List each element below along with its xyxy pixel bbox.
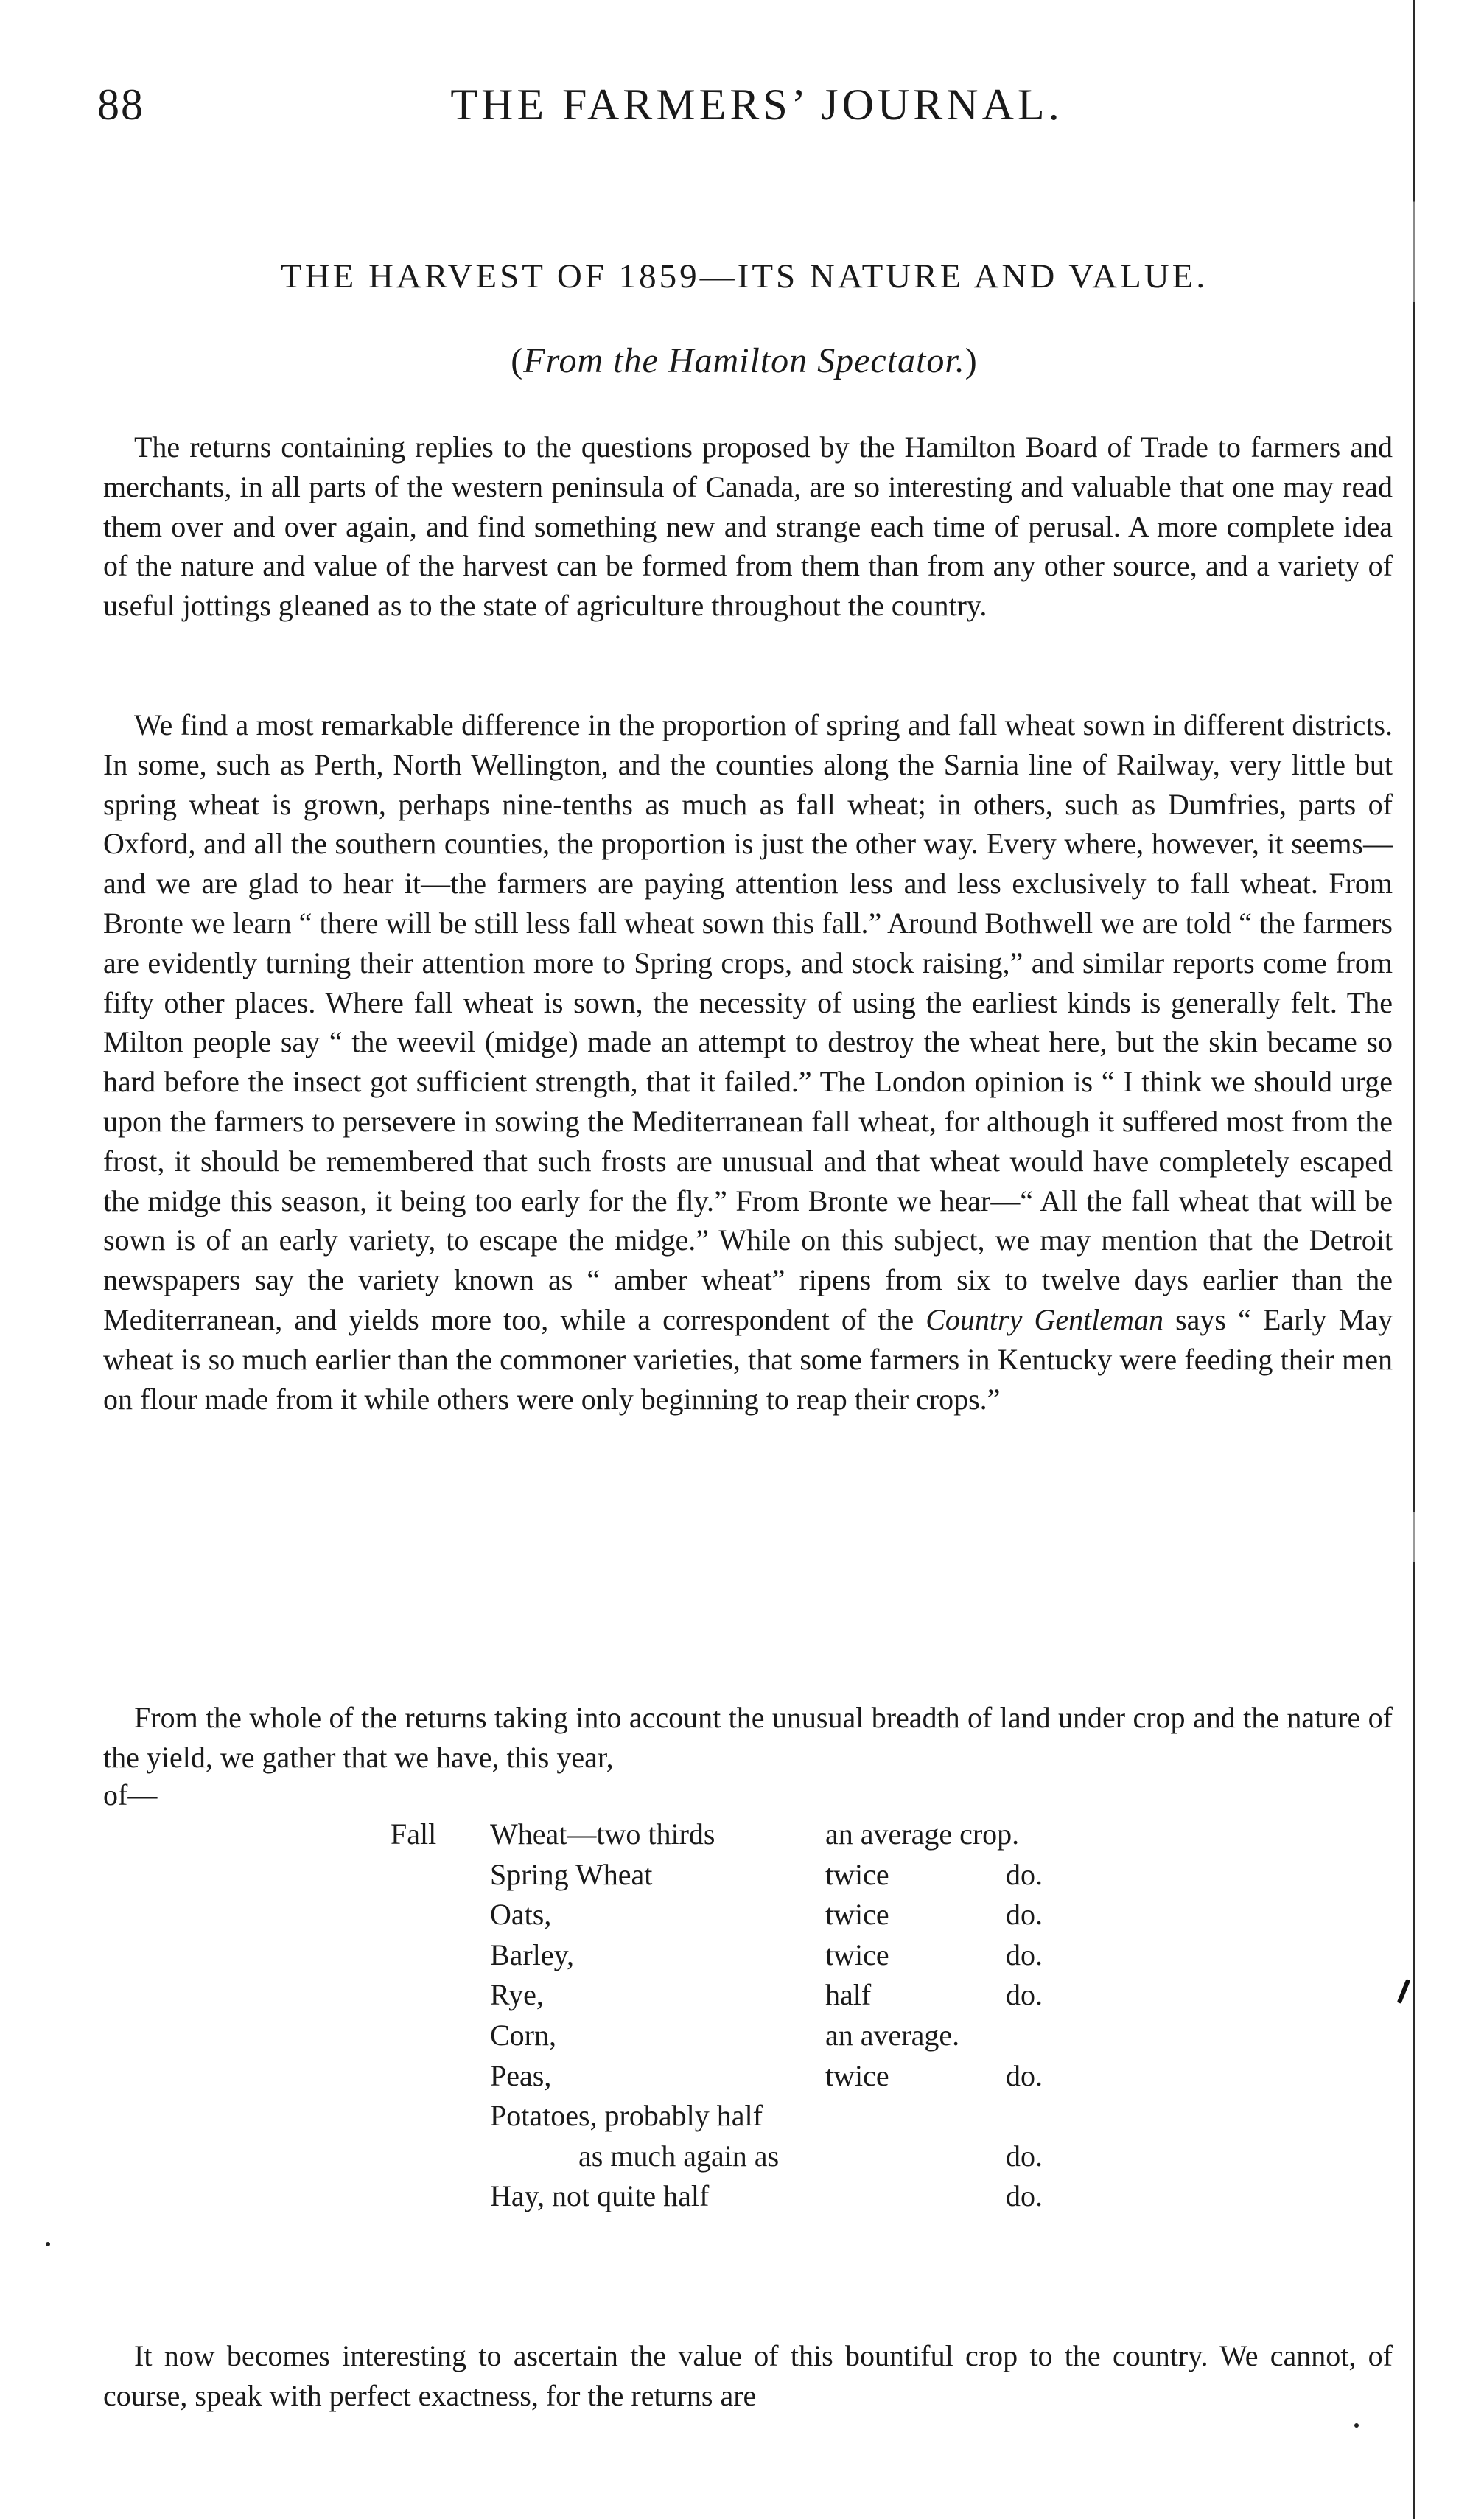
crop-ratio: twice [825, 1898, 889, 1932]
crop-ditto: do. [1006, 2139, 1043, 2173]
crop-ditto: do. [1006, 1938, 1043, 1971]
crop-ditto: do. [1006, 1857, 1043, 1891]
crop-name: Spring Wheat [490, 1857, 653, 1891]
crop-name: Wheat—two thirds [490, 1817, 715, 1851]
crop-name: Barley, [490, 1938, 575, 1971]
running-head: THE FARMERS’ JOURNAL. [450, 80, 1063, 129]
ink-speck [1354, 2423, 1359, 2428]
crop-ditto: do. [1006, 2179, 1043, 2213]
paragraph-4: It now becomes interesting to ascertain the value of this bountiful crop to the country. We cannot, of course, speak with perfect exactness, for the returns are [103, 2339, 1393, 2412]
crop-ratio: twice [825, 1857, 889, 1891]
crop-name: Potatoes, probably half [490, 2099, 763, 2133]
crop-name: Peas, [490, 2058, 552, 2092]
crop-ratio: twice [825, 1938, 889, 1971]
crop-ratio: twice [825, 2058, 889, 2092]
crop-row-lead: Fall [391, 1817, 437, 1851]
paragraph-2-italic: Country Gentleman [925, 1302, 1163, 1336]
margin-tick-mark [1397, 1979, 1410, 2004]
crop-ratio: an average crop. [825, 1817, 1020, 1851]
source-close-paren: ) [965, 341, 978, 380]
crop-ratio: an average. [825, 2019, 960, 2052]
page-number: 88 [97, 80, 144, 129]
crop-ratio: half [825, 1978, 872, 2012]
crop-name: as much again as [578, 2139, 780, 2173]
crop-name: Hay, not quite half [490, 2179, 710, 2213]
crop-name: Corn, [490, 2019, 556, 2052]
paragraph-2-text: We find a most remarkable difference in the proportion of spring and fall wheat sown in different districts. In some, such as Perth, North Wellington, and the counties along the Sarnia line of Railway, very little but spring wheat is grown, perhaps nine-tenths as much as fall wheat; in others, such as Dumfries, parts of Oxford, and all the southern counties, the proportion is just the other way. Every where, however, it seems—and we are glad to hear it—the farmers are paying attention less and less exclusively to fall wheat. From Bronte we learn “ there will be still less fall wheat sown this fall.” Around Bothwell we are told “ the farmers are evidently turning their attention more to Spring crops, and stock raising,” and similar reports come from fifty other places. Where fall wheat is sown, the necessity of using the earliest kinds is generally felt. The Milton people say “ the weevil (midge) made an attempt to destroy the wheat here, but the skin became so hard before the insect got sufficient strength, that it failed.” The London opinion is “ I think we should urge upon the farmers to persevere in sowing the Mediterranean fall wheat, for although it suffered most from the frost, it should be remembered that such frosts are unusual and that wheat would have completely escaped the midge this season, it being too early for the fly.” From Bronte we hear—“ All the fall wheat that will be sown is of an early variety, to escape the midge.” While on this subject, we may mention that the Detroit newspapers say the variety known as “ amber wheat” ripens from six to twelve days earlier than the Mediterranean, and yields more too, while a correspondent of the [103, 708, 1393, 1336]
margin-rule [1413, 0, 1415, 2519]
crop-ditto: do. [1006, 1978, 1043, 2012]
crop-ditto: do. [1006, 1898, 1043, 1932]
paragraph-3: From the whole of the returns taking into account the unusual breadth of land under crop and the nature of the yield, we gather that we have, this year, [103, 1701, 1393, 1774]
paragraph-2 [103, 705, 1393, 1419]
list-lead-in: of— [103, 1778, 158, 1811]
crop-ditto: do. [1006, 2058, 1043, 2092]
ink-speck [46, 2242, 50, 2246]
source-open-paren: ( [511, 341, 524, 380]
source-name: From the Hamilton Spectator. [523, 341, 965, 380]
crop-name: Oats, [490, 1898, 552, 1932]
paragraph-2-tail: says “ Early May wheat is so much earlier than the commoner varieties, that some farmers in Kentucky were feeding their men on flour made from it while others were only beginning to reap their crops.” [103, 1302, 1393, 1416]
article-source [96, 340, 1393, 381]
article-title: THE HARVEST OF 1859—ITS NATURE AND VALUE. [280, 257, 1208, 296]
crop-name: Rye, [490, 1978, 544, 2012]
paragraph-1: The returns containing replies to the questions proposed by the Hamilton Board of Trade to farmers and merchants, in all parts of the western peninsula of Canada, are so interesting and valuable that one may read them over and over again, and find something new and strange each time of perusal. A more complete idea of the nature and value of the harvest can be formed from them than from any other source, and a variety of useful jottings gleaned as to the state of agriculture throughout the country. [103, 430, 1393, 623]
